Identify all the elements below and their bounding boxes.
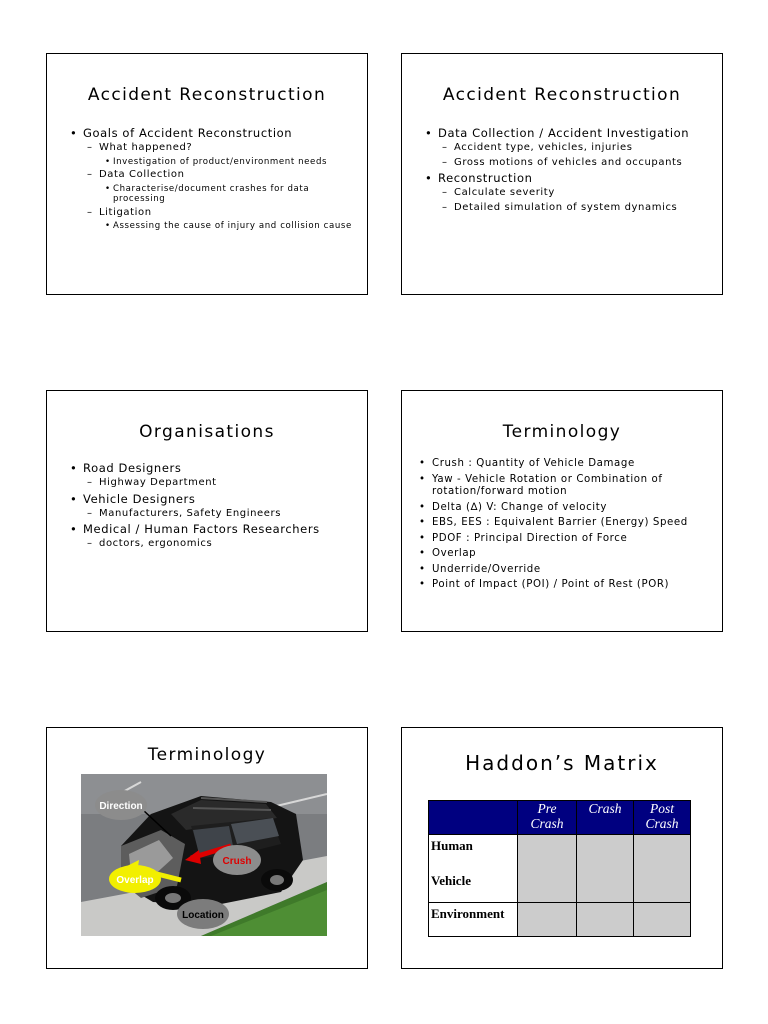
bullet-road-designers: • Road Designers	[69, 461, 353, 475]
col-header-post-crash: Post Crash	[634, 801, 691, 835]
bullet-highway-department: – Highway Department	[69, 477, 353, 490]
col-header-pre-crash: Pre Crash	[518, 801, 577, 835]
slide-terminology-list	[401, 390, 723, 632]
bullet-litigation: – Litigation	[69, 207, 353, 220]
bullet-doctors: – doctors, ergonomics	[69, 538, 353, 551]
slide-title: Terminology	[147, 745, 267, 765]
bullet-data-collection: – Data Collection	[69, 169, 353, 182]
bullet-vehicle-designers: • Vehicle Designers	[69, 492, 353, 506]
table-cell	[577, 903, 634, 937]
bullet-goals: • Goals of Accident Reconstruction	[69, 126, 353, 140]
table-cell	[577, 835, 634, 903]
haddon-matrix-table	[428, 800, 691, 937]
slide-title: Accident Reconstruction	[442, 85, 682, 105]
bullet-reconstruction: • Reconstruction	[424, 171, 708, 185]
bullet-gross-motions: – Gross motions of vehicles and occupants	[424, 157, 708, 170]
car-crash-photo	[81, 774, 327, 936]
slide-terminology-photo	[46, 727, 368, 969]
slide-title: Accident Reconstruction	[87, 85, 327, 105]
term-item: • PDOF : Principal Direction of Force	[418, 533, 712, 546]
bullet-characterise: • Characterise/document crashes for data processing	[69, 184, 353, 205]
term-item: • Point of Impact (POI) / Point of Rest (POR)	[418, 579, 712, 592]
bullet-accident-type: – Accident type, vehicles, injuries	[424, 142, 708, 155]
bullet-manufacturers: – Manufacturers, Safety Engineers	[69, 508, 353, 521]
term-item: • Overlap	[418, 548, 712, 561]
slide-haddons-matrix	[401, 727, 723, 969]
slide-organisations	[46, 390, 368, 632]
table-corner	[429, 801, 518, 835]
row-label-human: Human	[431, 838, 473, 853]
slide-accident-reconstruction-2	[401, 53, 723, 295]
bullet-assessing: • Assessing the cause of injury and collision cause	[69, 221, 353, 232]
slide-accident-reconstruction-1	[46, 53, 368, 295]
label-crush: Crush	[222, 856, 252, 867]
bullet-medical: • Medical / Human Factors Researchers	[69, 522, 353, 536]
bullet-investigation: • Investigation of product/environment needs	[69, 157, 353, 168]
bullet-detailed-simulation: – Detailed simulation of system dynamics	[424, 202, 708, 215]
term-item: • Underride/Override	[418, 564, 712, 577]
label-overlap: Overlap	[116, 875, 154, 886]
row-label-environment: Environment	[429, 903, 518, 937]
term-item: • Crush : Quantity of Vehicle Damage	[418, 458, 712, 471]
term-item: • EBS, EES : Equivalent Barrier (Energy) Speed	[418, 517, 712, 530]
table-cell	[634, 903, 691, 937]
term-item: • Yaw - Vehicle Rotation or Combination of rotation/forward motion	[418, 474, 712, 499]
slide-title: Haddon’s Matrix	[465, 751, 659, 775]
label-location: Location	[182, 910, 224, 921]
label-direction: Direction	[99, 801, 143, 812]
bullet-what-happened: – What happened?	[69, 142, 353, 155]
table-cell	[634, 835, 691, 903]
bullet-data-collection: • Data Collection / Accident Investigation	[424, 126, 708, 140]
slide-title: Organisations	[139, 422, 275, 442]
term-item: • Delta (∆) V: Change of velocity	[418, 502, 712, 515]
row-label-human-vehicle	[429, 835, 518, 903]
row-label-vehicle: Vehicle	[431, 873, 471, 888]
table-cell	[518, 903, 577, 937]
slide-title: Terminology	[502, 422, 622, 442]
col-header-crash: Crash	[577, 801, 634, 835]
table-cell	[518, 835, 577, 903]
bullet-calculate-severity: – Calculate severity	[424, 187, 708, 200]
